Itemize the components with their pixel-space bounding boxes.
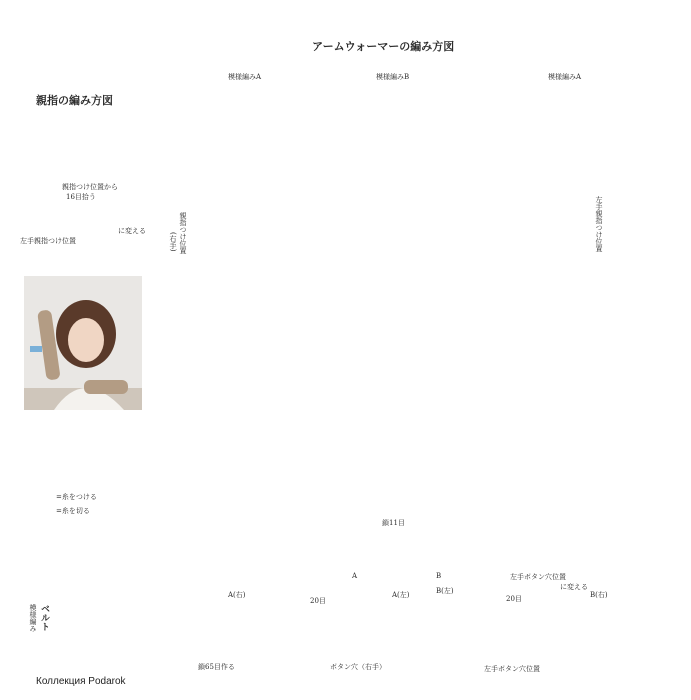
- buttonhole-right-hand-label: ボタン穴（右手）: [330, 663, 386, 671]
- model-photo: [24, 276, 142, 410]
- left-buttonhole-bottom-label: 左手ボタン穴位置: [484, 665, 540, 673]
- change-to-note: に変える: [118, 227, 146, 235]
- main-chart-title: アームウォーマーの編み方図: [312, 40, 455, 53]
- point-a-label: A: [352, 572, 358, 580]
- thumb-chart-title: 親指の編み方図: [36, 94, 113, 107]
- a-left-hand-label: A(左): [392, 591, 410, 599]
- pattern-b-label: 模様編みB: [376, 73, 410, 81]
- point-b-label: B: [436, 572, 442, 580]
- belt-pattern-label: 模様編み: [29, 604, 37, 632]
- right-hand-vertical: (右手): [169, 232, 177, 252]
- belt-change-to-label: に変える: [560, 583, 588, 591]
- pattern-a-left-label: 模様編みA: [228, 73, 262, 81]
- belt-title: ベルト: [39, 604, 49, 631]
- b-right-hand-label: B(右): [590, 591, 608, 599]
- a-right-hand-label: A(右): [228, 591, 246, 599]
- thumb-pickup-count: 16目拾う: [66, 193, 96, 201]
- left-thumb-position-note: 左手親指つけ位置: [20, 237, 76, 245]
- pattern-a-right-label: 模様編みA: [548, 73, 582, 81]
- twenty-stitches-left: 20目: [310, 597, 326, 605]
- left-buttonhole-label: 左手ボタン穴位置: [510, 573, 566, 581]
- thumb-pickup-note: 親指つけ位置から: [62, 183, 118, 191]
- legend-attach-yarn: =糸をつける: [56, 493, 97, 501]
- chain-65-label: 鎖65目作る: [198, 663, 235, 671]
- legend-cut-yarn: =糸を切る: [56, 507, 90, 515]
- b-left-hand-label: B(左): [436, 587, 454, 595]
- twenty-stitches-right: 20目: [506, 595, 522, 603]
- watermark: Коллекция Podarok: [36, 676, 126, 687]
- thumb-attach-vertical: 親指つけ位置: [179, 212, 187, 254]
- left-thumb-attach-vertical: 左手親指つけ位置: [595, 196, 603, 252]
- chain-11-label: 鎖11目: [382, 519, 405, 527]
